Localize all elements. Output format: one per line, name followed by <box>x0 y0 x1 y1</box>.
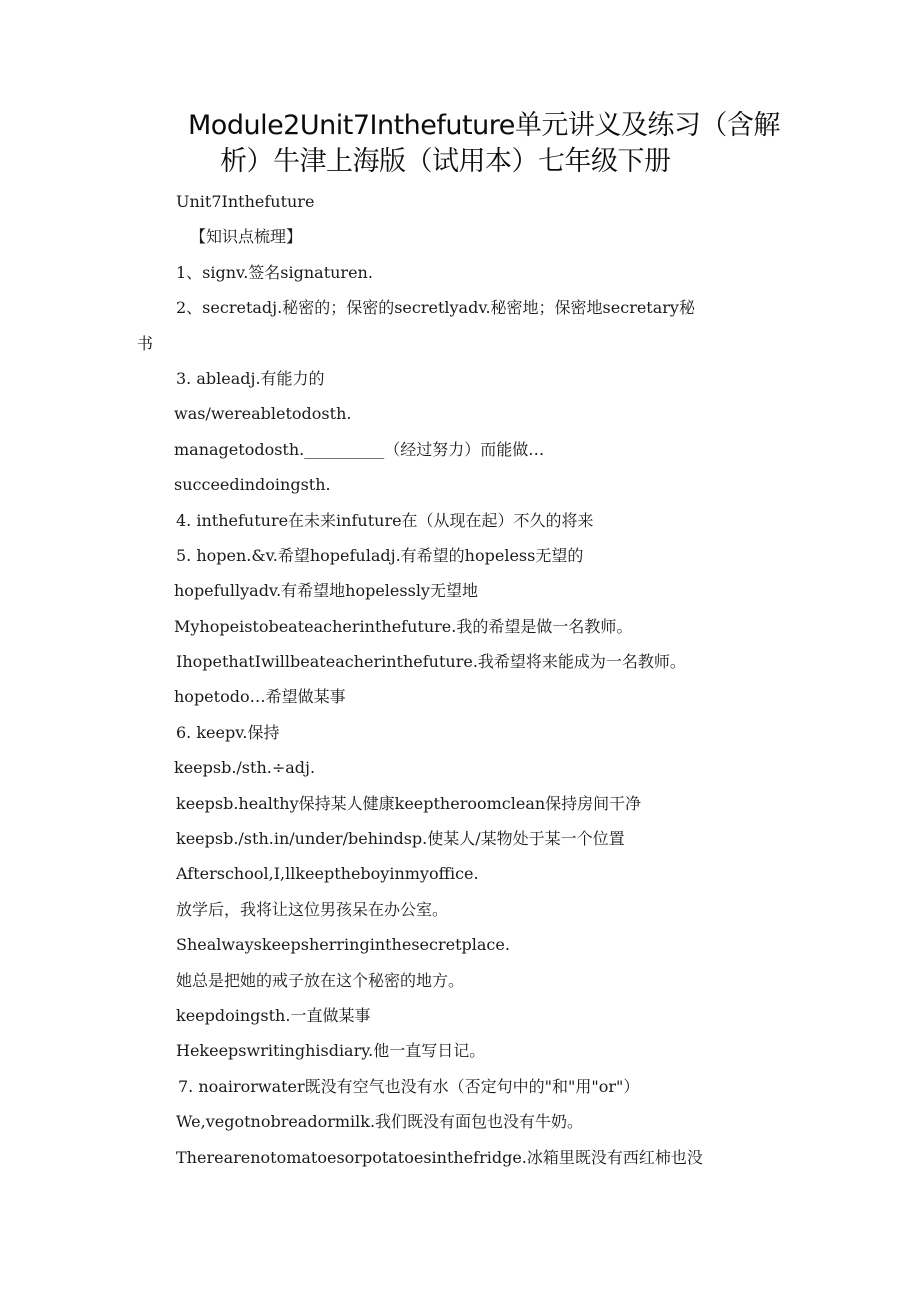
text-line: Afterschool,I,llkeeptheboyinmyoffice. <box>176 864 479 884</box>
text-line: Myhopeistobeateacherinthefuture.我的希望是做一名教师。 <box>174 616 633 636</box>
text-line: 放学后，我将让这位男孩呆在办公室。 <box>176 899 449 919</box>
section-heading: 【知识点梳理】 <box>190 227 303 247</box>
text-line: Therearenotomatoesorpotatoesinthefridge.冰箱里既没有西红柿也没 <box>176 1147 703 1167</box>
text-line: keepsb.healthy保持某人健康keeptheroomclean保持房间干净 <box>176 793 642 813</box>
text-line: was/wereabletodosth. <box>174 404 352 424</box>
text-line: 4. inthefuture在未来infuture在（从现在起）不久的将来 <box>176 510 594 530</box>
text-line: We,vegotnobreadormilk.我们既没有面包也没有牛奶。 <box>176 1112 584 1132</box>
text-line: hopetodo…希望做某事 <box>174 687 346 707</box>
text-line: 她总是把她的戒子放在这个秘密的地方。 <box>176 970 465 990</box>
text-line: 7. noairorwater既没有空气也没有水（否定句中的"和"用"or"） <box>178 1076 640 1096</box>
title-line-1: Module2Unit7Inthefuture单元讲义及练习（含解 <box>188 110 780 141</box>
text-line: Hekeepswritinghisdiary.他一直写日记。 <box>176 1041 486 1061</box>
text-line: hopefullyadv.有希望地hopelessly无望地 <box>174 581 478 601</box>
text-line: keepdoingsth.一直做某事 <box>176 1005 371 1025</box>
text-line: succeedindoingsth. <box>174 475 331 495</box>
text-line: keepsb./sth.in/under/behindsp.使某人/某物处于某一个位置 <box>176 829 625 849</box>
text-line: 6. keepv.保持 <box>176 722 280 742</box>
document-body <box>137 184 796 1175</box>
text-line: 3. ableadj.有能力的 <box>176 368 325 388</box>
text-line: 5. hopen.&v.希望hopefuladj.有希望的hopeless无望的 <box>176 545 584 565</box>
text-line: Shealwayskeepsherringinthesecretplace. <box>176 935 510 955</box>
text-line: IhopethatIwillbeateacherinthefuture.我希望将来能成为一名教师。 <box>176 652 686 672</box>
title-line-2: 析）牛津上海版（试用本）七年级下册 <box>220 146 671 177</box>
text-line: 2、secretadj.秘密的；保密的secretlyadv.秘密地；保密地secretary秘 <box>176 298 695 318</box>
text-line-continuation: 书 <box>137 333 154 353</box>
text-line: managetodosth.__________（经过努力）而能做… <box>174 439 545 459</box>
unit-heading: Unit7Inthefuture <box>176 192 315 211</box>
text-line: 1、signv.签名signaturen. <box>176 262 373 282</box>
text-line: keepsb./sth.÷adj. <box>174 758 316 778</box>
document-title <box>150 108 780 180</box>
